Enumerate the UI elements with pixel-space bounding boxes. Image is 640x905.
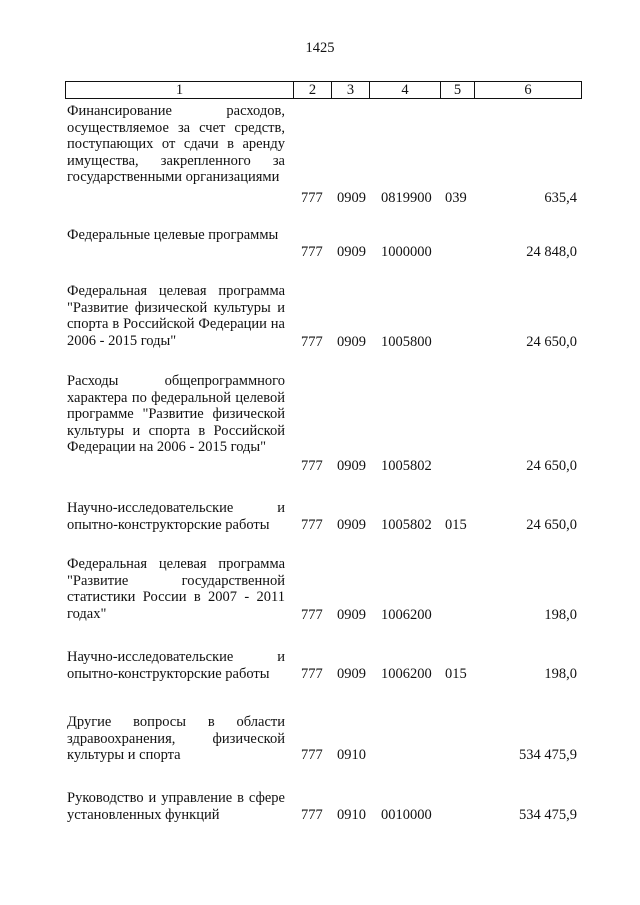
column-header-5: 5 [453,82,462,98]
column-header-2: 2 [308,82,317,98]
row-code-3: 0909 [337,666,366,682]
row-code-4: 0010000 [381,807,432,823]
row-code-3: 0909 [337,190,366,206]
column-header-row [65,81,582,99]
page-number: 1425 [305,40,335,56]
row-code-5: 015 [445,666,467,682]
row-code-3: 0910 [337,807,366,823]
row-name: Расходы общепрограммного характера по федеральной целевой программе "Развитие физической культуры и спорта в Российской Федерации на 2006 - 2015 годы" [67,373,285,455]
column-header-6: 6 [524,82,532,98]
row-code-3: 0909 [337,517,366,533]
column-header-3: 3 [346,82,355,98]
column-header-4: 4 [401,82,409,98]
row-code-2: 777 [301,517,323,533]
row-code-4: 1005802 [381,517,432,533]
row-amount: 198,0 [544,666,577,682]
row-code-2: 777 [301,244,323,260]
row-code-4: 1006200 [381,607,432,623]
row-code-4: 1005802 [381,458,432,474]
row-code-2: 777 [301,666,323,682]
row-code-2: 777 [301,807,323,823]
row-code-3: 0910 [337,747,366,763]
row-name: Научно-исследовательские и опытно-конструкторские работы [67,649,285,682]
row-code-3: 0909 [337,458,366,474]
row-name: Федеральная целевая программа "Развитие физической культуры и спорта в Российской Федерации на 2006 - 2015 годы" [67,283,285,349]
row-name: Федеральная целевая программа "Развитие государственной статистики России в 2007 - 2011 годах" [67,556,285,622]
row-amount: 24 650,0 [526,334,577,350]
row-code-2: 777 [301,747,323,763]
row-code-4: 1005800 [381,334,432,350]
row-amount: 24 650,0 [526,458,577,474]
row-code-4: 1006200 [381,666,432,682]
row-code-2: 777 [301,334,323,350]
column-header-1: 1 [175,82,184,98]
row-name: Руководство и управление в сфере установленных функций [67,790,285,823]
row-name: Другие вопросы в области здравоохранения, физической культуры и спорта [67,714,285,763]
row-amount: 534 475,9 [519,807,577,823]
row-code-5: 039 [445,190,467,206]
row-amount: 198,0 [544,607,577,623]
row-name: Федеральные целевые программы [67,227,279,243]
row-amount: 635,4 [544,190,577,206]
row-amount: 534 475,9 [519,747,577,763]
row-code-3: 0909 [337,607,366,623]
row-amount: 24 848,0 [526,244,577,260]
row-code-3: 0909 [337,244,366,260]
row-code-2: 777 [301,607,323,623]
row-code-3: 0909 [337,334,366,350]
row-code-2: 777 [301,190,323,206]
row-amount: 24 650,0 [526,517,577,533]
row-code-4: 1000000 [381,244,432,260]
row-name: Научно-исследовательские и опытно-конструкторские работы [67,500,285,533]
row-code-4: 0819900 [381,190,432,206]
row-name: Финансирование расходов, осуществляемое за счет средств, поступающих от сдачи в аренду имущества, закрепленного за государственными организациями [67,103,285,185]
row-code-5: 015 [445,517,467,533]
row-code-2: 777 [301,458,323,474]
